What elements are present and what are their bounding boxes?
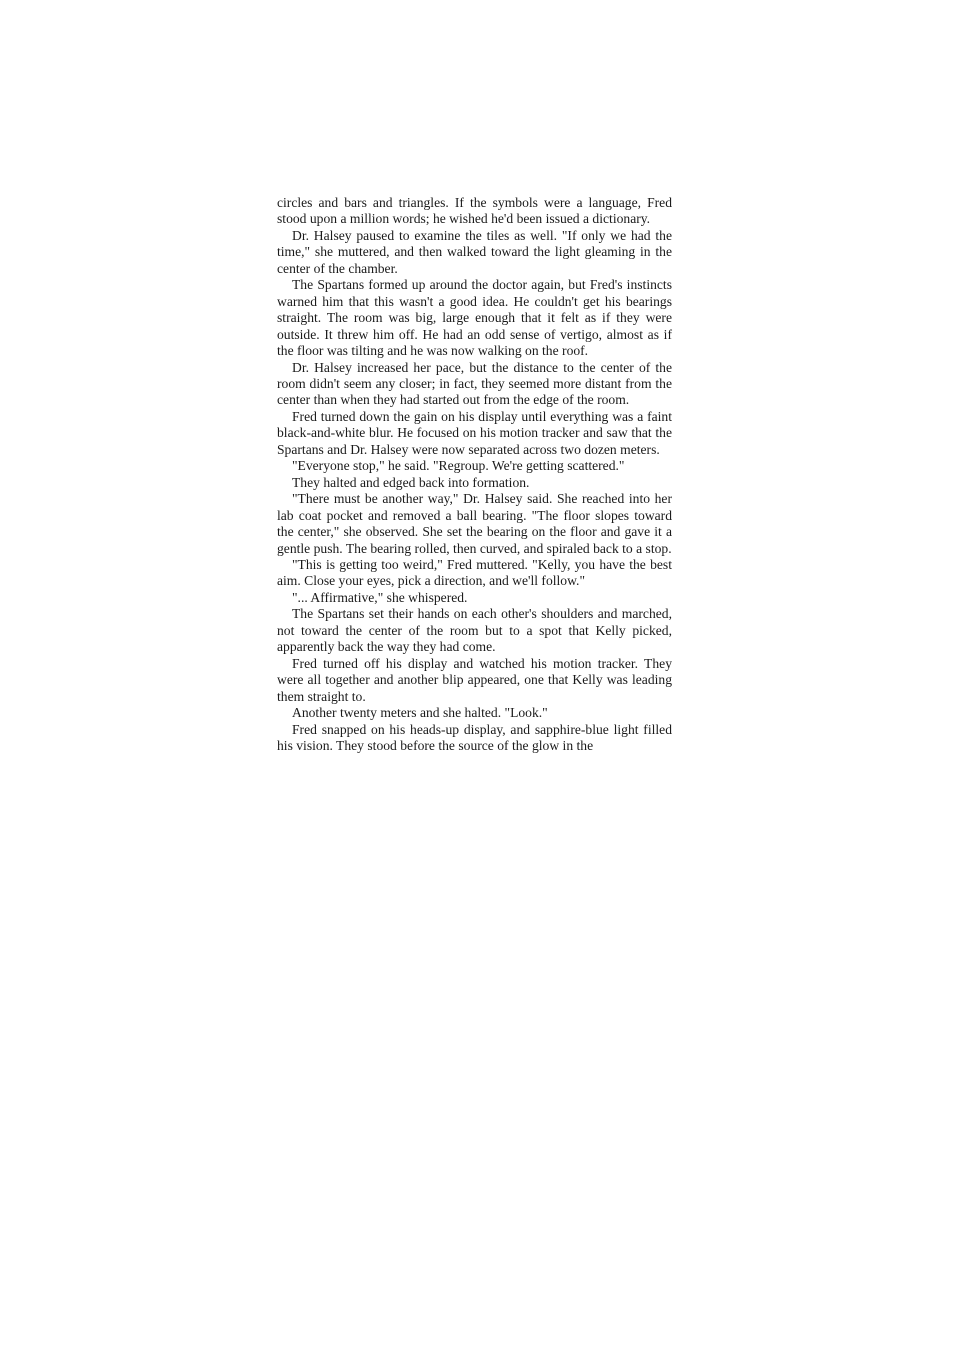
paragraph: "There must be another way," Dr. Halsey said. She reached into her lab coat pocket and removed a ball bearing. "The floor slopes toward the center," she observed. She set the bearing on the floor and gave it a gentle push. The bearing rolled, then curved, and spiraled back to a stop. [277, 491, 672, 556]
paragraph: Another twenty meters and she halted. "Look." [292, 705, 548, 721]
paragraph: circles and bars and triangles. If the symbols were a language, Fred stood upon a million words; he wished he'd been issued a dictionary. [277, 195, 672, 227]
page-body [277, 195, 672, 754]
paragraph: They halted and edged back into formation. [292, 474, 530, 490]
paragraph: "Everyone stop," he said. "Regroup. We're getting scattered." [292, 458, 625, 474]
paragraph: Fred turned down the gain on his display until everything was a faint black-and-white blur. He focused on his motion tracker and saw that the Spartans and Dr. Halsey were now separated across two dozen meters. [277, 408, 672, 457]
paragraph: Fred snapped on his heads-up display, and sapphire-blue light filled his vision. They stood before the source of the glow in the [277, 721, 672, 753]
paragraph: Dr. Halsey paused to examine the tiles as well. "If only we had the time," she muttered, and then walked toward the light gleaming in the center of the chamber. [277, 227, 672, 276]
paragraph: Fred turned off his display and watched his motion tracker. They were all together and another blip appeared, one that Kelly was leading them straight to. [277, 655, 672, 704]
paragraph: "This is getting too weird," Fred muttered. "Kelly, you have the best aim. Close your eyes, pick a direction, and we'll follow." [277, 556, 672, 589]
paragraph: The Spartans formed up around the doctor again, but Fred's instincts warned him that this wasn't a good idea. He couldn't get his bearings straight. The room was big, large enough that it felt as if they were outside. It threw him off. He had an odd sense of vertigo, almost as if the floor was tilting and he was now walking on the roof. [277, 277, 672, 359]
paragraph: The Spartans set their hands on each other's shoulders and marched, not toward the center of the room but to a spot that Kelly picked, apparently back the way they had come. [277, 606, 672, 655]
paragraph: Dr. Halsey increased her pace, but the distance to the center of the room didn't seem any closer; in fact, they seemed more distant from the center than when they had started out from the edge of the room. [277, 359, 672, 408]
paragraph: "... Affirmative," she whispered. [292, 589, 468, 605]
